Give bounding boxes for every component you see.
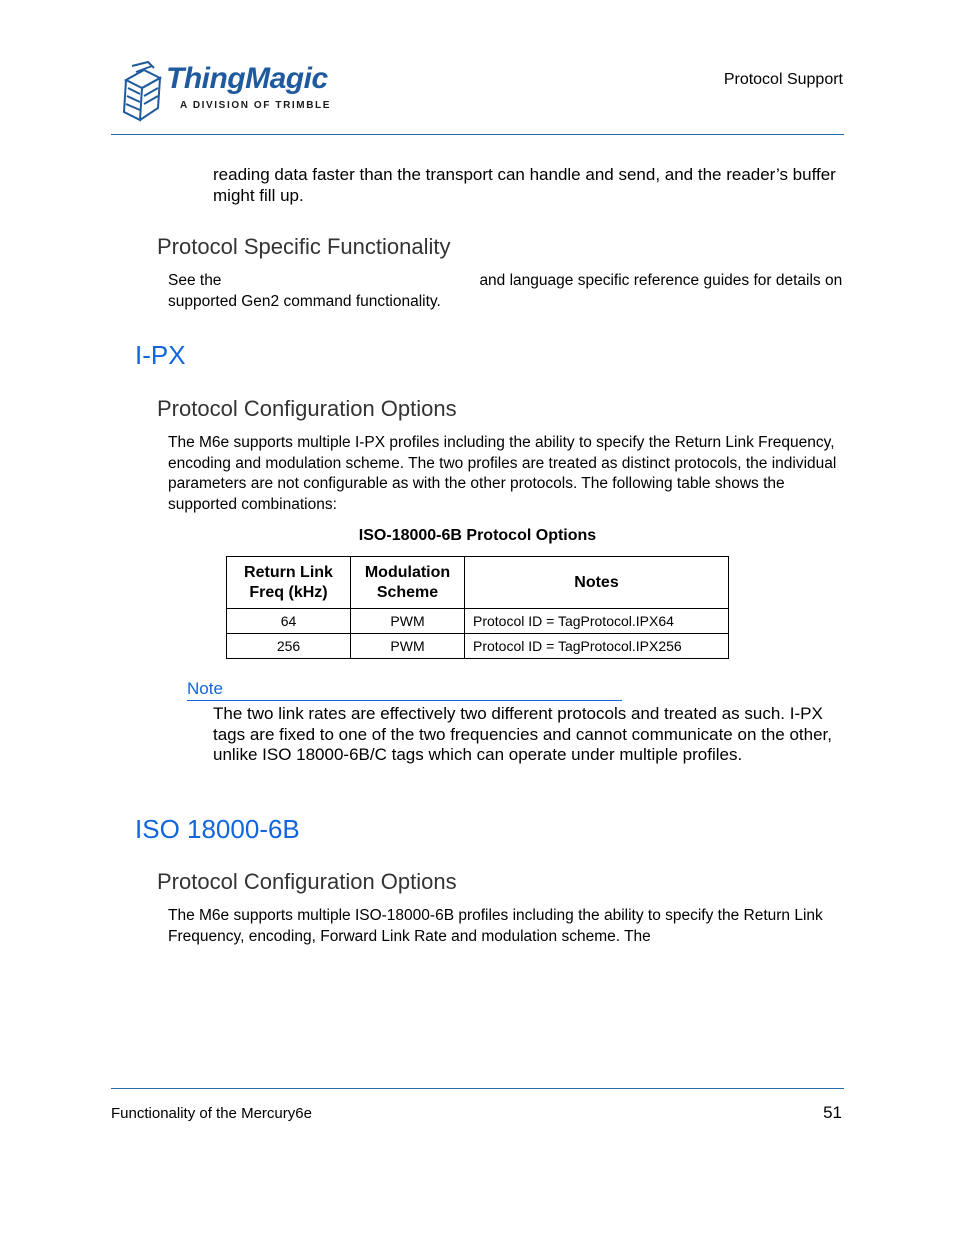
footer-title: Functionality of the Mercury6e xyxy=(111,1105,312,1122)
logo-tagline: A DIVISION OF TRIMBLE xyxy=(180,100,332,111)
heading-iso-config-options: Protocol Configuration Options xyxy=(157,869,457,894)
header-notes: Notes xyxy=(465,557,729,609)
cell-modulation: PWM xyxy=(351,609,465,634)
note-text: The two link rates are effectively two different protocols and treated as such. I-PX tags are fixed to one of the two frequencies and cannot communicate on the other, unlike ISO 18000-6B/C tags which can operate under multiple profiles. xyxy=(213,704,833,764)
header-modulation-scheme: Modulation Scheme xyxy=(351,557,465,609)
logo-icon xyxy=(118,60,166,122)
ipx-paragraph: The M6e supports multiple I-PX profiles including the ability to specify the Return Link Frequency, encoding and modulation scheme. The two profiles are treated as distinct protocols, the individual parameters are not configurable as with the other protocols. The following table shows the supported combinations: xyxy=(168,434,837,513)
heading-protocol-specific-functionality: Protocol Specific Functionality xyxy=(157,234,451,259)
cell-freq: 64 xyxy=(227,609,351,634)
logo-wordmark: ThingMagic xyxy=(166,62,328,95)
cell-notes: Protocol ID = TagProtocol.IPX64 xyxy=(465,609,729,634)
intro-paragraph: reading data faster than the transport can handle and send, and the reader’s buffer might fill up. xyxy=(213,165,836,205)
page-number: 51 xyxy=(823,1103,842,1122)
note-rule xyxy=(187,700,622,701)
gen2-para-start: See the xyxy=(168,272,222,289)
footer-rule xyxy=(111,1088,844,1089)
heading-iso-18000-6b: ISO 18000-6B xyxy=(135,814,300,844)
running-header: Protocol Support xyxy=(723,71,843,88)
table-row xyxy=(227,634,729,659)
heading-ipx: I-PX xyxy=(135,340,186,370)
header-rule xyxy=(111,134,844,135)
note-label: Note xyxy=(187,679,223,698)
gen2-paragraph xyxy=(168,271,848,312)
cell-modulation: PWM xyxy=(351,634,465,659)
table-caption: ISO-18000-6B Protocol Options xyxy=(358,527,597,544)
cell-freq: 256 xyxy=(227,634,351,659)
table-row xyxy=(227,609,729,634)
ipx-options-table xyxy=(226,556,729,659)
cell-notes: Protocol ID = TagProtocol.IPX256 xyxy=(465,634,729,659)
heading-ipx-config-options: Protocol Configuration Options xyxy=(157,396,457,421)
iso-paragraph: The M6e supports multiple ISO-18000-6B profiles including the ability to specify the Return Link Frequency, encoding, Forward Link Rate and modulation scheme. The xyxy=(168,907,823,945)
thingmagic-logo xyxy=(118,60,332,122)
table-header-row xyxy=(227,557,729,609)
header-return-link-freq: Return Link Freq (kHz) xyxy=(227,557,351,609)
gen2-para-rest: and language specific reference guides for details on supported Gen2 command functionality. xyxy=(168,272,843,310)
